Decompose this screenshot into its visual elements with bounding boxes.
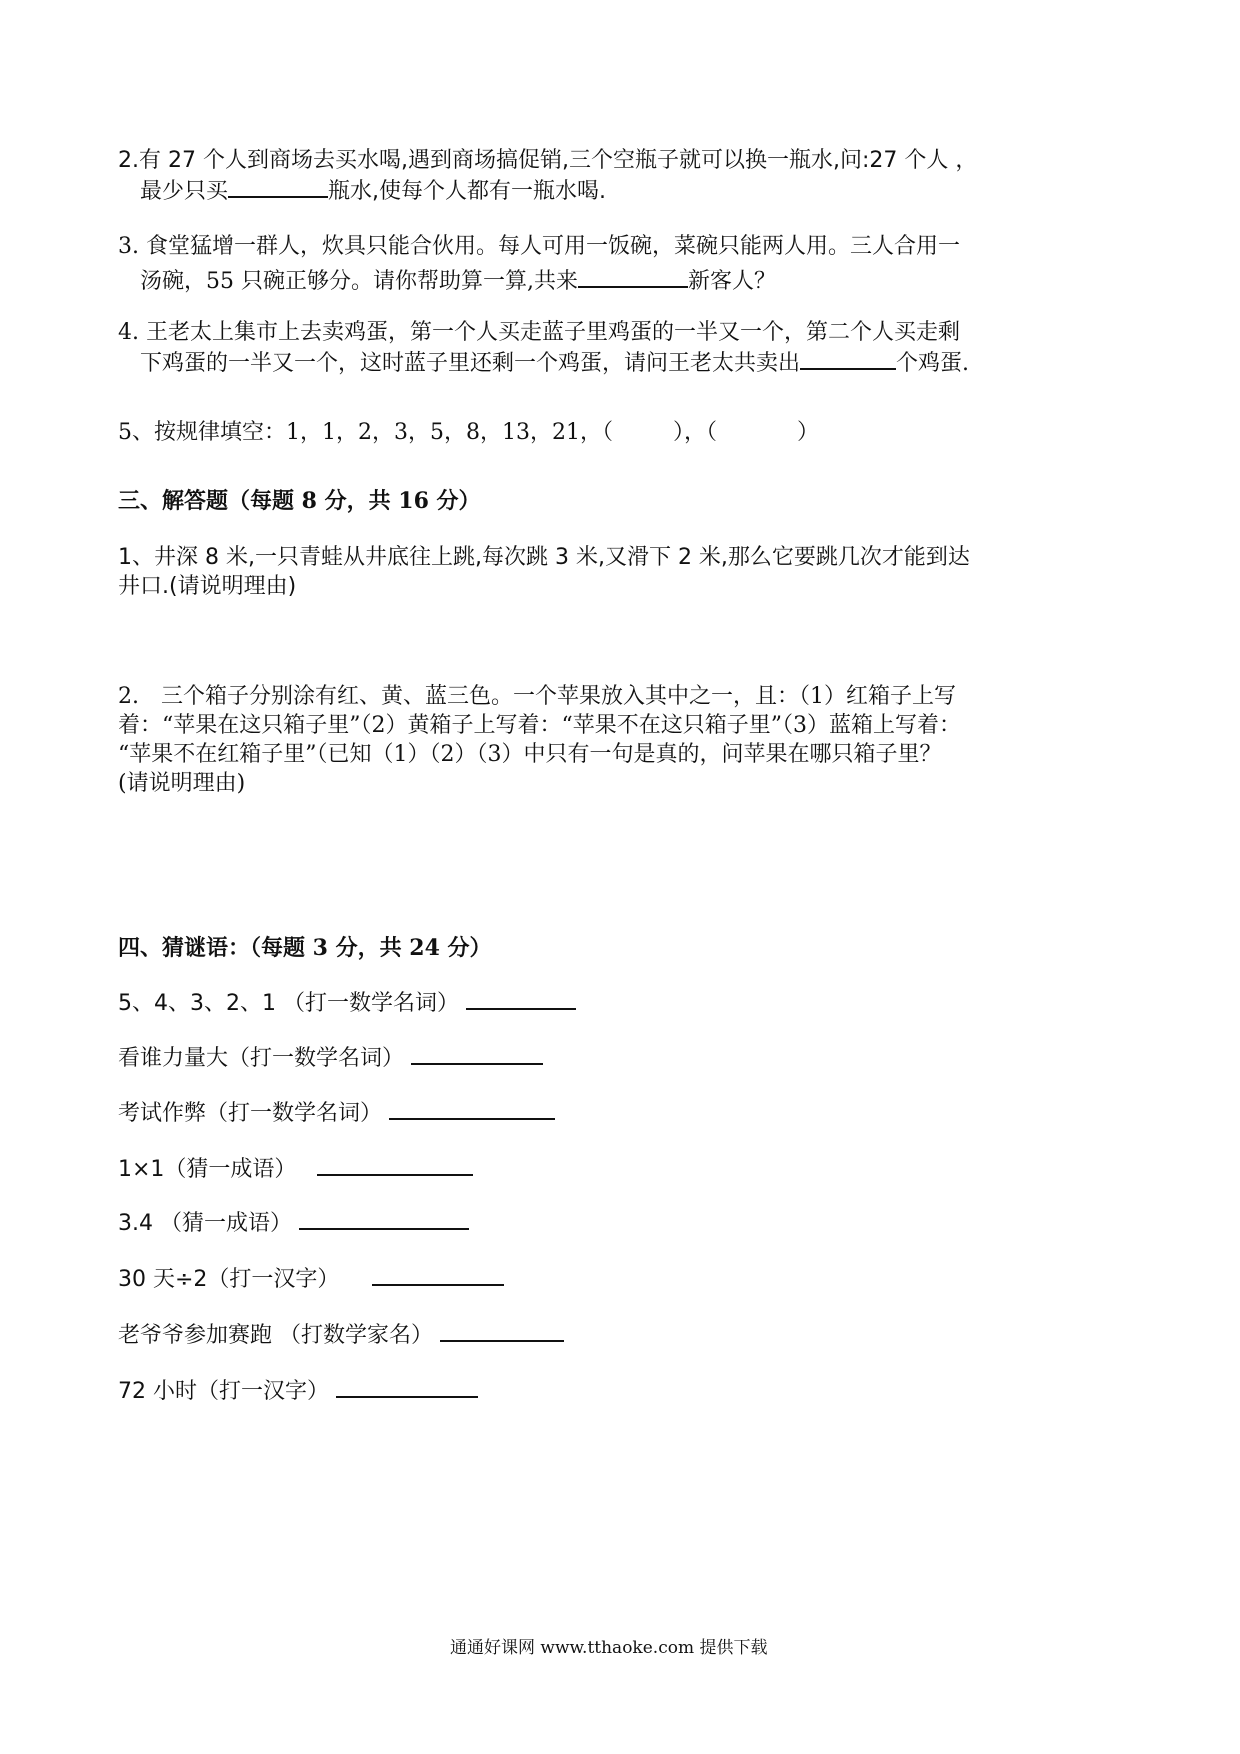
riddle-5-text: 3.4 （猜一成语） xyxy=(118,1211,292,1236)
q3-line2 xyxy=(140,266,776,297)
riddle-8-text: 72 小时（打一汉字） xyxy=(118,1379,329,1404)
s3-q2-line4: (请说明理由) xyxy=(118,771,246,796)
q4-line2 xyxy=(140,348,969,379)
q4-line1 xyxy=(118,318,960,348)
riddle-7-answer-blank[interactable] xyxy=(440,1320,564,1342)
riddle-6-text: 30 天÷2（打一汉字） xyxy=(118,1267,340,1292)
riddle-1 xyxy=(118,988,576,1019)
q5-text-b: ），（ xyxy=(672,420,717,445)
riddle-2-answer-blank[interactable] xyxy=(411,1043,543,1065)
riddle-3-text: 考试作弊（打一数学名词） xyxy=(118,1101,383,1126)
riddle-5 xyxy=(118,1208,469,1239)
riddle-6 xyxy=(118,1264,504,1295)
riddle-6-answer-blank[interactable] xyxy=(372,1264,504,1286)
riddle-4-answer-blank[interactable] xyxy=(317,1154,473,1176)
q4-text-2b: 个鸡蛋. xyxy=(896,351,970,376)
q2-text-2b: 瓶水,使每个人都有一瓶水喝. xyxy=(328,179,607,204)
q4-text-1: 4. 王老太上集市上去卖鸡蛋，第一个人买走蓝子里鸡蛋的一半又一个，第二个人买走剩 xyxy=(118,320,960,345)
s3-q1-line2: 井口.(请说明理由) xyxy=(118,574,297,599)
q2-answer-blank[interactable] xyxy=(228,176,328,198)
q3-line1 xyxy=(118,232,960,262)
riddle-2 xyxy=(118,1043,543,1074)
q5-text-a: 5、按规律填空：1，1，2，3，5，8，13，21，（ xyxy=(118,420,613,445)
q3-text-1: 3. 食堂猛增一群人，炊具只能合伙用。每人可用一饭碗，菜碗只能两人用。三人合用一 xyxy=(118,234,960,259)
riddle-4-text: 1×1（猜一成语） xyxy=(118,1157,297,1182)
q3-text-2b: 新客人？ xyxy=(687,269,776,294)
riddle-7 xyxy=(118,1320,564,1351)
q4-text-2a: 下鸡蛋的一半又一个，这时蓝子里还剩一个鸡蛋，请问王老太共卖出 xyxy=(140,351,801,376)
q2-line2 xyxy=(140,176,606,207)
q5-text-c: ） xyxy=(797,420,820,445)
riddle-3 xyxy=(118,1098,555,1129)
section3-heading: 三、解答题（每题 8 分，共 16 分） xyxy=(118,488,481,514)
s3-q2-line1: 2. 三个箱子分别涂有红、黄、蓝三色。一个苹果放入其中之一，且：（1）红箱子上写 xyxy=(118,684,956,709)
s3-q2-line2: 着：“苹果在这只箱子里”（2）黄箱子上写着：“苹果不在这只箱子里”（3）蓝箱上写着： xyxy=(118,713,961,738)
q3-answer-blank[interactable] xyxy=(578,266,688,288)
riddle-8-answer-blank[interactable] xyxy=(336,1376,478,1398)
q5-line xyxy=(118,418,819,448)
page-footer: 通通好课网 www.tthaoke.com 提供下载 xyxy=(450,1638,768,1658)
riddle-1-text: 5、4、3、2、1 （打一数学名词） xyxy=(118,991,459,1016)
riddle-2-text: 看谁力量大（打一数学名词） xyxy=(118,1046,405,1071)
s3-q1-line1: 1、井深 8 米,一只青蛙从井底往上跳,每次跳 3 米,又滑下 2 米,那么它要跳几次才能到达 xyxy=(118,545,970,570)
riddle-7-text: 老爷爷参加赛跑 （打数学家名） xyxy=(118,1323,433,1348)
riddle-8 xyxy=(118,1376,478,1407)
section4-heading: 四、猜谜语：（每题 3 分，共 24 分） xyxy=(118,935,492,961)
riddle-5-answer-blank[interactable] xyxy=(299,1208,469,1230)
s3-q2-line3: “苹果不在红箱子里”（已知（1）（2）（3）中只有一句是真的，问苹果在哪只箱子里？ xyxy=(118,742,942,767)
q2-text-2a: 最少只买 xyxy=(140,179,229,204)
riddle-1-answer-blank[interactable] xyxy=(466,988,576,1010)
q2-text-1: 2.有 27 个人到商场去买水喝,遇到商场搞促销,三个空瓶子就可以换一瓶水,问:27 个人 ， xyxy=(118,148,978,173)
q2-line1 xyxy=(118,146,977,176)
riddle-4 xyxy=(118,1154,473,1185)
q3-text-2a: 汤碗，55 只碗正够分。请你帮助算一算,共来 xyxy=(140,269,578,294)
riddle-3-answer-blank[interactable] xyxy=(389,1098,555,1120)
q4-answer-blank[interactable] xyxy=(800,348,896,370)
